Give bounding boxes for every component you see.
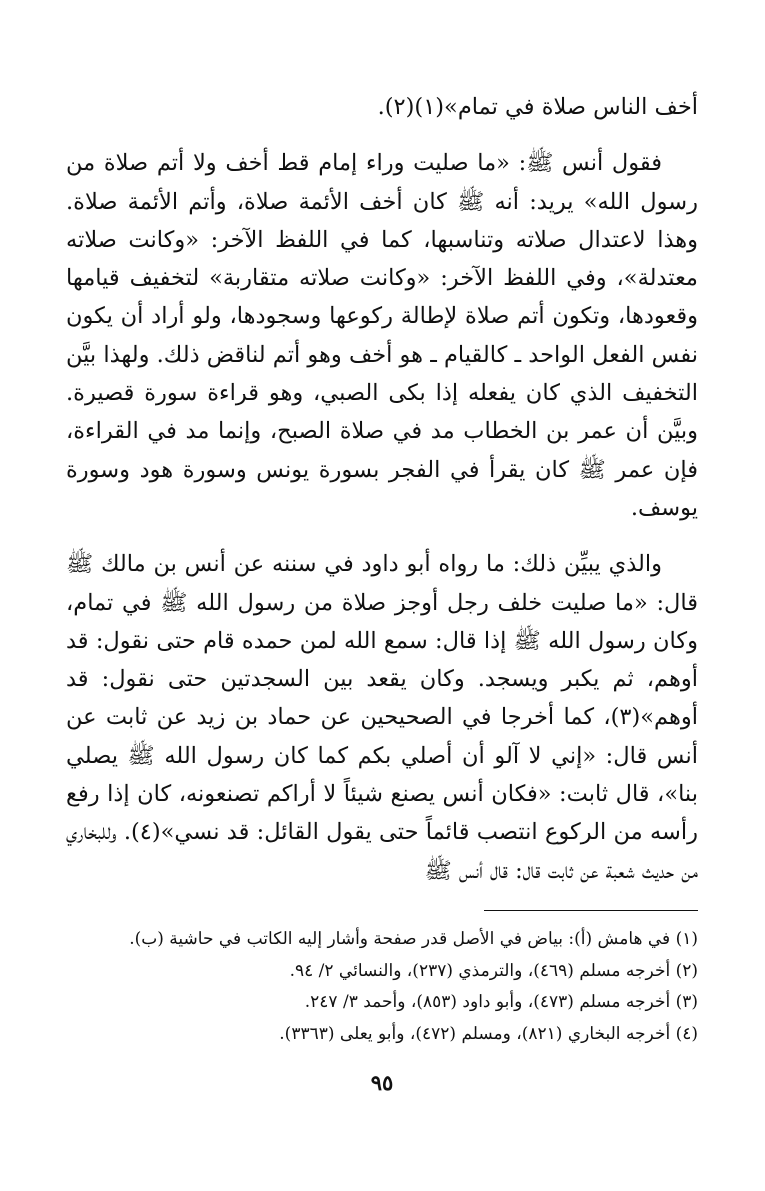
paragraph-abu-dawud: والذي يبيِّن ذلك: ما رواه أبو داود في سننه عن أنس بن مالك ﷺ قال: «ما صليت خلف رجل أوجز صلاة من رسول الله ﷺ في تمام، وكان رسول الله ﷺ إذا قال: سمع الله لمن حمده قام حتى نقول: قد أوهم، ثم يكبر ويسجد. وكان يقعد بين السجدتين حتى نقول: قد أوهم»(٣)، كما أخرجا في الصحيحين عن حماد بن زيد عن ثابت عن أنس قال: «إني لا آلو أن أصلي بكم كما كان رسول الله ﷺ يصلي بنا»، قال ثابت: «فكان أنس يصنع شيئاً لا أراكم تصنعونه، كان إذا رفع رأسه من الركوع انتصب قائماً حتى يقول القائل: قد نسي»(٤). وللبخاري من حديث شعبة عن ثابت قال: قال أنس ﷺ: [66, 551, 698, 884]
footnote-2: (٢) أخرجه مسلم (٤٦٩)، والترمذي (٢٣٧)، والنسائي ٢/ ٩٤.: [289, 960, 698, 981]
footnote-4: (٤) أخرجه البخاري (٨٢١)، ومسلم (٤٧٢)، وأبو يعلى (٣٣٦٣).: [279, 1023, 698, 1044]
footnote-3: (٣) أخرجه مسلم (٤٧٣)، وأبو داود (٨٥٣)، وأحمد ٣/ ٢٤٧.: [304, 992, 698, 1012]
footnote-1: (١) في هامش (أ): بياض في الأصل قدر صفحة وأشار إليه الكاتب في حاشية (ب).: [129, 929, 698, 949]
main-text: [66, 88, 698, 890]
paragraph-anas-hadith: فقول أنس ﷺ: «ما صليت وراء إمام قط أخف ولا أتم صلاة من رسول الله» يريد: أنه ﷺ كان أخف الأئمة صلاة، وأتم الأئمة صلاة. وهذا لاعتدال صلاته وتناسبها، كما في اللفظ الآخر: «وكانت صلاته معتدلة»، وفي اللفظ الآخر: «وكانت صلاته متقاربة» لتخفيف قيامها وقعودها، وتكون أتم صلاة لإطالة ركوعها وسجودها، ولو أراد أن يكون نفس الفعل الواحد ـ كالقيام ـ هو أخف وهو أتم لناقض ذلك. ولهذا بيَّن التخفيف الذي كان يفعله إذا بكى الصبي، وهو قراءة سورة قصيرة. وبيَّن أن عمر بن الخطاب مد في صلاة الصبح، وإنما مد في القراءة، فإن عمر ﷺ كان يقرأ في الفجر بسورة يونس وسورة هود وسورة يوسف.: [66, 150, 698, 521]
paragraph-continuation: أخف الناس صلاة في تمام»(١)(٢).: [377, 94, 698, 120]
footnotes: [80, 924, 698, 1050]
footnote-divider: [484, 910, 698, 911]
page-number: ٩٥: [370, 1070, 394, 1095]
